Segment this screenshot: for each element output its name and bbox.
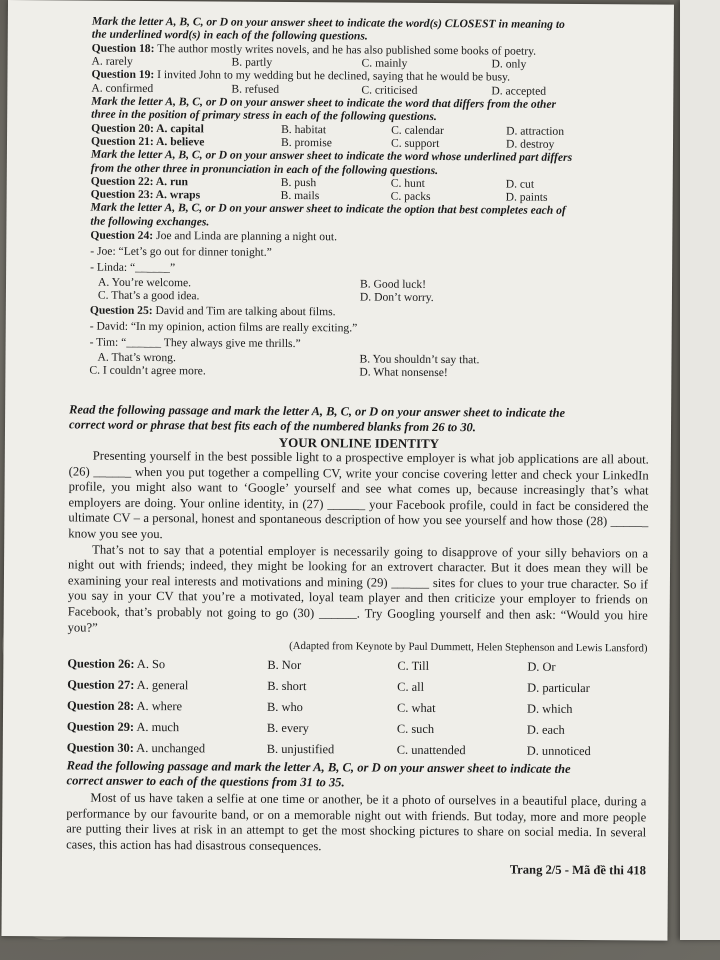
option-a: A. where	[136, 699, 183, 714]
passage-title: YOUR ONLINE IDENTITY	[278, 434, 440, 452]
section-instruction-exchanges: Mark the letter A, B, C, or D on your answer sheet to indicate the option that best completes each of	[90, 201, 566, 218]
question-number: Question 28:	[67, 698, 135, 714]
question-18: Question 18: The author mostly writes novels, and he has also published some books of poetry.	[91, 41, 537, 58]
option-d: D. accepted	[491, 84, 547, 98]
next-page-edge	[680, 0, 720, 940]
option-d: D. particular	[527, 680, 590, 696]
option-b: B. partly	[231, 55, 273, 70]
question-number: Question 26:	[67, 656, 135, 672]
question-21: Question 21: A. believe B. promise C. support D. destroy	[90, 134, 555, 151]
option-d: D. which	[527, 701, 573, 717]
instruction-line: correct answer to each of the questions from 31 to 35.	[66, 773, 345, 790]
question-25: Question 25: David and Tim are talking about films.	[89, 303, 336, 318]
option-c: C. what	[397, 700, 436, 716]
question-22: Question 22: A. run B. push C. hunt D. cut	[90, 174, 535, 191]
option-c: C. criticised	[361, 83, 418, 97]
passage-paragraph-2: That’s not to say that a potential employer is necessarily going to disapprove of your silly behaviors on a night out with friends; indeed, they might be looking for an extrovert character. But it does mean they will be examining your real interests and motivations and mining (29) ______ sites for clues to your true character. So if you say in your CV that you’re a motivated, loyal team player and then criticize your employer to friends on Facebook, that’s probably not going to go (30) ______. Try Googling yourself and then ask: “Would you hire you?”	[67, 542, 649, 635]
question-label	[67, 675, 267, 697]
option-d: D. Or	[527, 659, 556, 674]
passage-source: (Adapted from Keynote by Paul Dummett, Helen Stephenson and Lewis Lansford)	[289, 640, 648, 655]
option-a: A. unchanged	[136, 741, 206, 756]
instruction-line: correct word or phrase that best fits each of the numbered blanks from 26 to 30.	[68, 416, 476, 434]
option-b: B. unjustified	[266, 741, 335, 757]
question-24: Question 24: Joe and Linda are planning a night out.	[90, 228, 338, 244]
option-d: D. only	[491, 57, 527, 71]
dialogue-line: - Tim: “______ They always give me thrills.”	[89, 335, 301, 350]
question-label	[67, 717, 267, 739]
reading-paragraph: Most of us have taken a selfie at one time or another, be it a photo of ourselves in a beautiful place, during a performance by our favourite band, or on a memorable night out with friends. But today, more and more people are putting their lives at risk in an attempt to get the most shocking pictures to share on social media. In several cases, this action has had disastrous consequences.	[66, 790, 647, 854]
question-19: Question 19: I invited John to my wedding but he declined, saying that he would be busy.	[91, 68, 511, 84]
option-b: B. who	[267, 699, 303, 715]
instruction-line: the underlined word(s) in each of the following questions.	[91, 27, 368, 43]
section-instruction-reading: Read the following passage and mark the letter A, B, C, or D on your answer sheet to indicate the	[66, 758, 571, 777]
option-b: B. every	[266, 720, 309, 736]
option-a: A. So	[136, 657, 166, 672]
question-number: Question 29:	[66, 719, 135, 735]
dialogue-line: - David: “In my opinion, action films are really exciting.”	[89, 319, 358, 335]
option-b: B. short	[267, 678, 307, 694]
option-b: B. refused	[231, 82, 280, 96]
option-b: B. Nor	[267, 657, 302, 673]
question-23: Question 23: A. wraps B. mails C. packs D. paints	[90, 187, 548, 205]
dialogue-line: - Linda: “______”	[90, 260, 176, 275]
section-instruction-cloze: Read the following passage and mark the letter A, B, C, or D on your answer sheet to indicate the	[69, 402, 566, 420]
question-25-options: A. That’s wrong. B. You shouldn’t say that.	[97, 350, 480, 366]
exam-page	[1, 0, 674, 941]
passage-paragraph-1: Presenting yourself in the best possible light to a prospective employer is what job applications are all about. (26) ______ when you put together a compelling CV, write your concise covering letter and check your LinkedIn profile, you might also want to ‘Google’ yourself and see what comes up, because increasingly that’s what employers are doing. Your online identity, in (27) ______ your Facebook profile, could in fact be considered the ultimate CV – a personal, honest and spontaneous description of how you see yourself and how those (28) ______ know you see you.	[68, 448, 649, 542]
option-c: C. all	[397, 679, 425, 695]
option-c: C. mainly	[361, 56, 408, 71]
cloze-answer-options	[67, 654, 648, 763]
question-25-options-2: C. I couldn’t agree more. D. What nonsense!	[89, 363, 448, 379]
question-number: Question 30:	[66, 740, 134, 756]
question-label	[67, 654, 267, 676]
section-instruction-pronunciation: Mark the letter A, B, C, or D on your answer sheet to indicate the word whose underlined part differs	[90, 147, 573, 165]
question-24-options: A. You’re welcome. B. Good luck!	[97, 275, 427, 292]
option-a: A. rarely	[91, 54, 133, 69]
option-d: D. each	[526, 722, 565, 738]
option-d: D. unnoticed	[526, 743, 591, 759]
instruction-line: from the other three in pronunciation in each of the following questions.	[90, 161, 439, 177]
question-label	[67, 696, 267, 718]
question-number: Question 27:	[67, 677, 135, 693]
option-c: C. Till	[397, 658, 430, 674]
passage-section	[66, 402, 649, 878]
option-a: A. much	[136, 720, 180, 735]
question-24-options-2: C. That’s a good idea. D. Don’t worry.	[97, 289, 434, 305]
dialogue-line: - Joe: “Let’s go out for dinner tonight.”	[90, 244, 272, 260]
question-label	[67, 738, 267, 760]
question-20: Question 20: A. capital B. habitat C. calendar D. attraction	[91, 121, 565, 138]
instruction-line: the following exchanges.	[90, 214, 210, 229]
option-a: A. general	[136, 678, 189, 693]
section-instruction-synonym: Mark the letter A, B, C, or D on your answer sheet to indicate the word(s) CLOSEST in meaning to	[91, 14, 565, 31]
page-footer: Trang 2/5 - Mã đề thi 418	[509, 862, 646, 877]
instruction-line: three in the position of primary stress in each of the following questions.	[91, 108, 437, 124]
option-a: A. confirmed	[91, 81, 154, 95]
option-c: C. unattended	[396, 742, 466, 758]
section-instruction-stress: Mark the letter A, B, C, or D on your answer sheet to indicate the word that differs from the other	[91, 94, 557, 111]
option-c: C. such	[396, 721, 435, 737]
